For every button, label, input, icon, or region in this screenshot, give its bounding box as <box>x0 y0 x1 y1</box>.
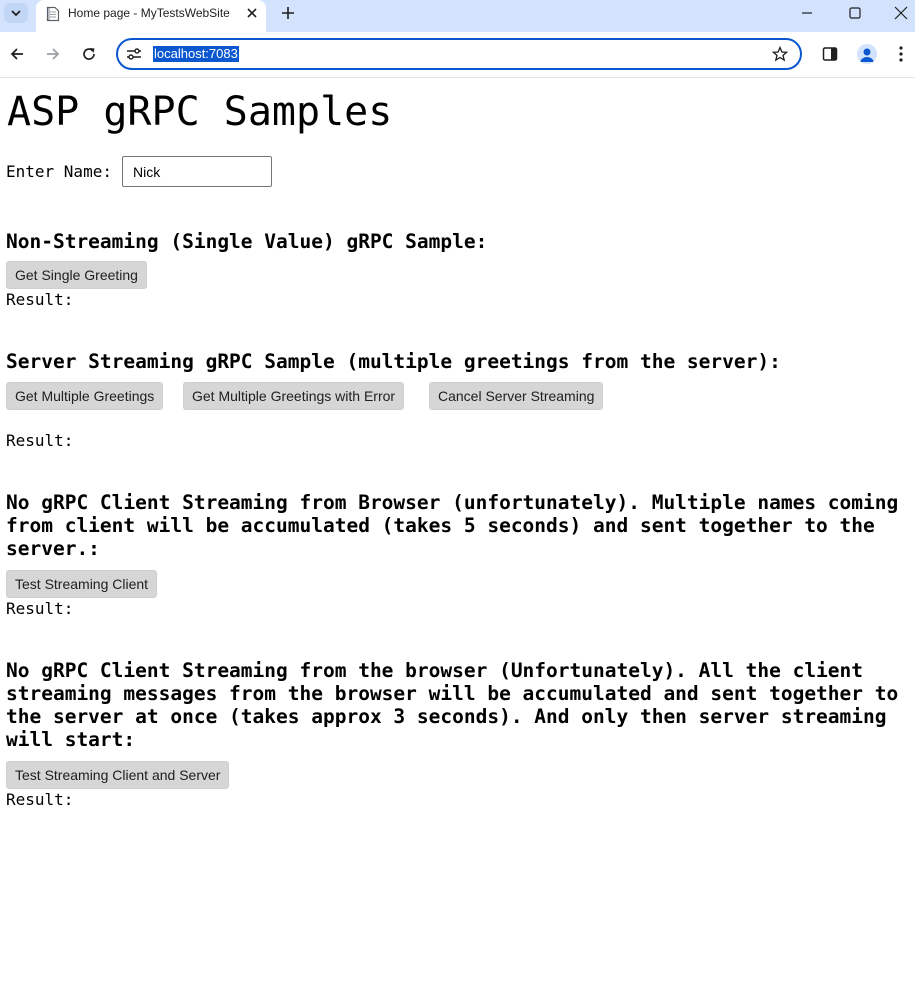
name-input[interactable] <box>122 156 272 187</box>
section-heading-bidi-streaming: No gRPC Client Streaming from the browser (Unfortunately). All the client streaming messages from the browser will be accumulated and sent together to the server at once (takes approx 3 seconds). And only then server streaming will start: <box>6 659 899 751</box>
page-title: ASP gRPC Samples <box>7 89 393 135</box>
tab-strip <box>0 0 915 32</box>
window-close-icon[interactable] <box>893 5 909 21</box>
cancel-server-streaming-button[interactable]: Cancel Server Streaming <box>429 382 603 410</box>
test-streaming-client-button[interactable]: Test Streaming Client <box>6 570 157 598</box>
reload-icon[interactable] <box>81 46 97 62</box>
minimize-icon[interactable] <box>800 6 814 20</box>
browser-toolbar <box>0 32 915 78</box>
plus-icon[interactable] <box>280 5 296 21</box>
section-heading-non-streaming: Non-Streaming (Single Value) gRPC Sample: <box>6 230 488 253</box>
tab-title: Home page - MyTestsWebSite <box>68 6 230 20</box>
section-heading-client-streaming: No gRPC Client Streaming from Browser (unfortunately). Multiple names coming from client will be accumulated (takes 5 seconds) and sent together to the server.: <box>6 491 899 560</box>
result-label-client-streaming: Result: <box>6 599 74 618</box>
side-panel-icon[interactable] <box>822 46 838 62</box>
section-heading-server-streaming: Server Streaming gRPC Sample (multiple greetings from the server): <box>6 350 781 373</box>
page-icon <box>46 6 60 22</box>
get-single-greeting-button[interactable]: Get Single Greeting <box>6 261 147 289</box>
url-text[interactable]: localhost:7083 <box>154 46 238 61</box>
kebab-menu-icon[interactable] <box>898 45 904 63</box>
close-icon[interactable] <box>246 7 258 19</box>
test-streaming-client-server-button[interactable]: Test Streaming Client and Server <box>6 761 229 789</box>
browser-tab[interactable] <box>36 0 266 32</box>
result-label-single: Result: <box>6 290 74 309</box>
arrow-left-icon[interactable] <box>9 46 25 62</box>
get-multiple-greetings-button[interactable]: Get Multiple Greetings <box>6 382 163 410</box>
star-icon[interactable] <box>772 46 788 62</box>
chevron-down-icon <box>10 7 22 19</box>
address-bar[interactable] <box>116 38 802 70</box>
maximize-icon[interactable] <box>848 6 862 20</box>
tune-icon[interactable] <box>126 47 142 61</box>
result-label-bidi-streaming: Result: <box>6 790 74 809</box>
arrow-right-icon[interactable] <box>45 46 61 62</box>
tab-search-button[interactable] <box>4 3 28 23</box>
get-multiple-greetings-error-button[interactable]: Get Multiple Greetings with Error <box>183 382 404 410</box>
result-label-server-streaming: Result: <box>6 431 74 450</box>
profile-icon[interactable] <box>857 44 877 64</box>
name-label: Enter Name: <box>6 162 112 181</box>
